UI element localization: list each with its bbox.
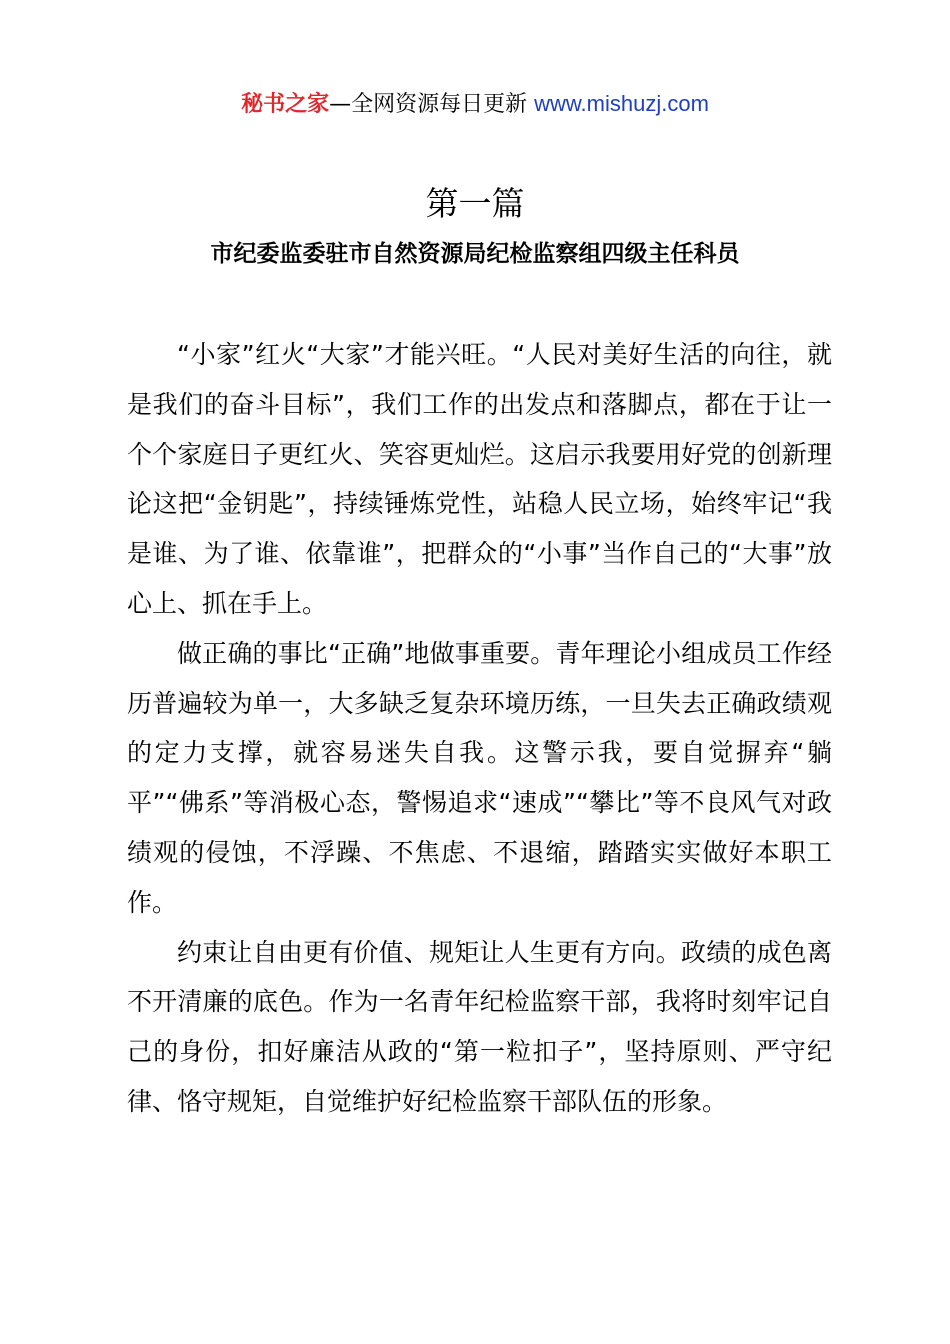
paragraph-1: “小家”红火“大家”才能兴旺。“人民对美好生活的向往，就是我们的奋斗目标”，我们工作的出发点和落脚点，都在于让一个个家庭日子更红火、笑容更灿烂。这启示我要用好党的创新理论这把“金钥匙”，持续锤炼党性，站稳人民立场，始终牢记“我是谁、为了谁、依靠谁”，把群众的“小事”当作自己的“大事”放心上、抓在手上。 bbox=[127, 340, 832, 618]
brand-name: 秘书之家 bbox=[241, 92, 330, 117]
paragraph-3: 约束让自由更有价值、规矩让人生更有方向。政绩的成色离不开清廉的底色。作为一名青年纪检监察干部，我将时刻牢记自己的身份，扣好廉洁从政的“第一粒扣子”，坚持原则、严守纪律、恪守规矩，自觉维护好纪检监察干部队伍的形象。 bbox=[127, 937, 832, 1116]
header-tagline: —全网资源每日更新 bbox=[329, 92, 528, 117]
document-title: 第一篇 bbox=[425, 184, 525, 223]
document-subtitle: 市纪委监委驻市自然资源局纪检监察组四级主任科员 bbox=[210, 241, 740, 267]
document-body bbox=[127, 330, 832, 1127]
site-url-link[interactable]: www.mishuzj.com bbox=[534, 91, 709, 116]
site-header bbox=[0, 88, 950, 121]
paragraph-2: 做正确的事比“正确”地做事重要。青年理论小组成员工作经历普遍较为单一，大多缺乏复杂环境历练，一旦失去正确政绩观的定力支撑，就容易迷失自我。这警示我，要自觉摒弃“躺平”“佛系”等消极心态，警惕追求“速成”“攀比”等不良风气对政绩观的侵蚀，不浮躁、不焦虑、不退缩，踏踏实实做好本职工作。 bbox=[127, 638, 832, 917]
